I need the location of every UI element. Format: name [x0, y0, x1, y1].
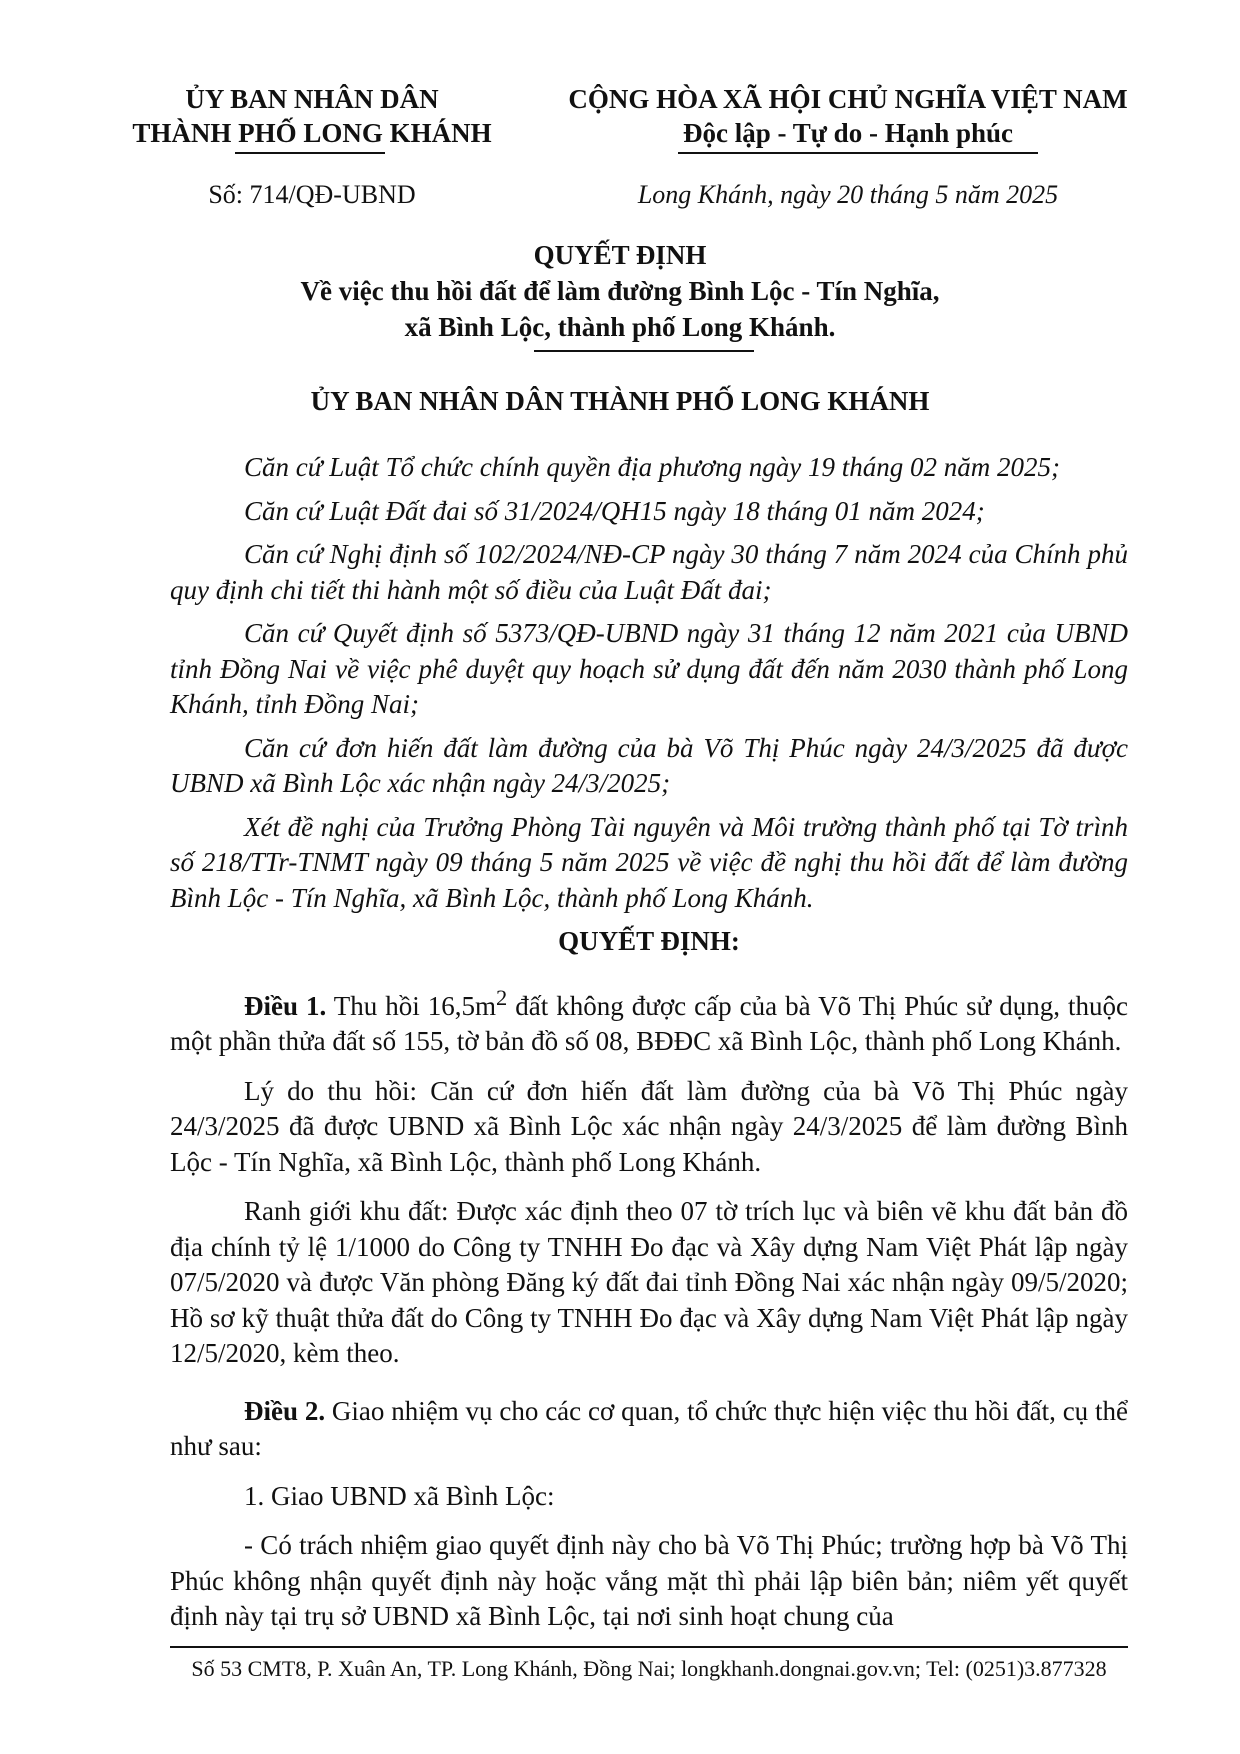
- issuing-authority-line2: THÀNH PHỐ LONG KHÁNH: [132, 118, 492, 148]
- national-motto: [548, 82, 1148, 150]
- article-1-text-b: đất không được cấp của bà Võ Thị Phúc sử dụng, thuộc một phần thửa đất số 155, tờ bản đồ số 08, BĐĐC xã Bình Lộc, thành phố Long Khánh.: [170, 990, 1128, 1056]
- legal-basis-1: Căn cứ Luật Tổ chức chính quyền địa phương ngày 19 tháng 02 năm 2025;: [244, 452, 1061, 482]
- place-date: Long Khánh, ngày 20 tháng 5 năm 2025: [637, 180, 1059, 209]
- subject-line-2: xã Bình Lộc, thành phố Long Khánh.: [404, 312, 836, 342]
- subject-line-1: Về việc thu hồi đất để làm đường Bình Lộc - Tín Nghĩa,: [300, 276, 940, 306]
- legal-basis-6: Xét đề nghị của Trưởng Phòng Tài nguyên và Môi trường thành phố tại Tờ trình số 218/TTr-TNMT ngày 09 tháng 5 năm 2025 về việc đề nghị thu hồi đất để làm đường Bình Lộc - Tín Nghĩa, xã Bình Lộc, thành phố Long Khánh.: [170, 811, 1128, 913]
- footer-divider: [170, 1646, 1128, 1648]
- document-number: Số: 714/QĐ-UBND: [208, 180, 416, 209]
- article-1-sup: 2: [496, 984, 508, 1010]
- article-2-item-1: 1. Giao UBND xã Bình Lộc:: [244, 1480, 555, 1511]
- decision-heading: QUYẾT ĐỊNH:: [558, 926, 740, 956]
- legal-basis-2: Căn cứ Luật Đất đai số 31/2024/QH15 ngày 18 tháng 01 năm 2024;: [244, 495, 985, 526]
- article-2: [170, 1394, 1128, 1465]
- issuing-authority: [122, 82, 502, 150]
- country-name: CỘNG HÒA XÃ HỘI CHỦ NGHĨA VIỆT NAM: [568, 84, 1128, 114]
- article-2-item-1-detail: - Có trách nhiệm giao quyết định này cho bà Võ Thị Phúc; trường hợp bà Võ Thị Phúc không nhận quyết định này hoặc vắng mặt thì phải lập biên bản; niêm yết quyết định này tại trụ sở UBND xã Bình Lộc, tại nơi sinh hoạt chung của: [170, 1530, 1128, 1631]
- footer-contact: Số 53 CMT8, P. Xuân An, TP. Long Khánh, Đồng Nai; longkhanh.dongnai.gov.vn; Tel: (0251)3.877328: [191, 1656, 1107, 1681]
- document-body: [170, 450, 1128, 1649]
- article-1-label: Điều 1.: [244, 990, 327, 1021]
- legal-basis-5: Căn cứ đơn hiến đất làm đường của bà Võ Thị Phúc ngày 24/3/2025 đã được UBND xã Bình Lộc xác nhận ngày 24/3/2025;: [170, 732, 1128, 798]
- article-1-boundary: Ranh giới khu đất: Được xác định theo 07 tờ trích lục và biên vẽ khu đất bản đồ địa chính tỷ lệ 1/1000 do Công ty TNHH Đo đạc và Xây dựng Nam Việt Phát lập ngày 07/5/2020 và được Văn phòng Đăng ký đất đai tỉnh Đồng Nai xác nhận ngày 09/5/2020; Hồ sơ kỹ thuật thửa đất do Công ty TNHH Đo đạc và Xây dựng Nam Việt Phát lập ngày 12/5/2020, kèm theo.: [170, 1196, 1128, 1368]
- issuing-authority-line1: ỦY BAN NHÂN DÂN: [185, 84, 439, 114]
- legal-basis-4: Căn cứ Quyết định số 5373/QĐ-UBND ngày 31 tháng 12 năm 2021 của UBND tỉnh Đồng Nai về việc phê duyệt quy hoạch sử dụng đất đến năm 2030 thành phố Long Khánh, tỉnh Đồng Nai;: [170, 618, 1128, 719]
- motto: Độc lập - Tự do - Hạnh phúc: [682, 118, 1014, 148]
- authority-heading: ỦY BAN NHÂN DÂN THÀNH PHỐ LONG KHÁNH: [310, 386, 930, 416]
- article-2-text: Giao nhiệm vụ cho các cơ quan, tổ chức thực hiện việc thu hồi đất, cụ thể như sau:: [170, 1395, 1129, 1461]
- legal-basis-3: Căn cứ Nghị định số 102/2024/NĐ-CP ngày 30 tháng 7 năm 2024 của Chính phủ quy định chi tiết thi hành một số điều của Luật Đất đai;: [170, 539, 1128, 605]
- title-underline: [534, 350, 754, 352]
- document-title: QUYẾT ĐỊNH: [533, 240, 707, 270]
- authority-underline: [235, 152, 385, 154]
- article-1: [170, 980, 1128, 1060]
- article-1-text-a: Thu hồi 16,5m: [326, 990, 497, 1021]
- article-1-reason: Lý do thu hồi: Căn cứ đơn hiến đất làm đường của bà Võ Thị Phúc ngày 24/3/2025 đã được UBND xã Bình Lộc xác nhận ngày 24/3/2025 để làm đường Bình Lộc - Tín Nghĩa, xã Bình Lộc, thành phố Long Khánh.: [170, 1075, 1128, 1177]
- motto-underline: [678, 152, 1038, 154]
- article-2-label: Điều 2.: [244, 1395, 326, 1426]
